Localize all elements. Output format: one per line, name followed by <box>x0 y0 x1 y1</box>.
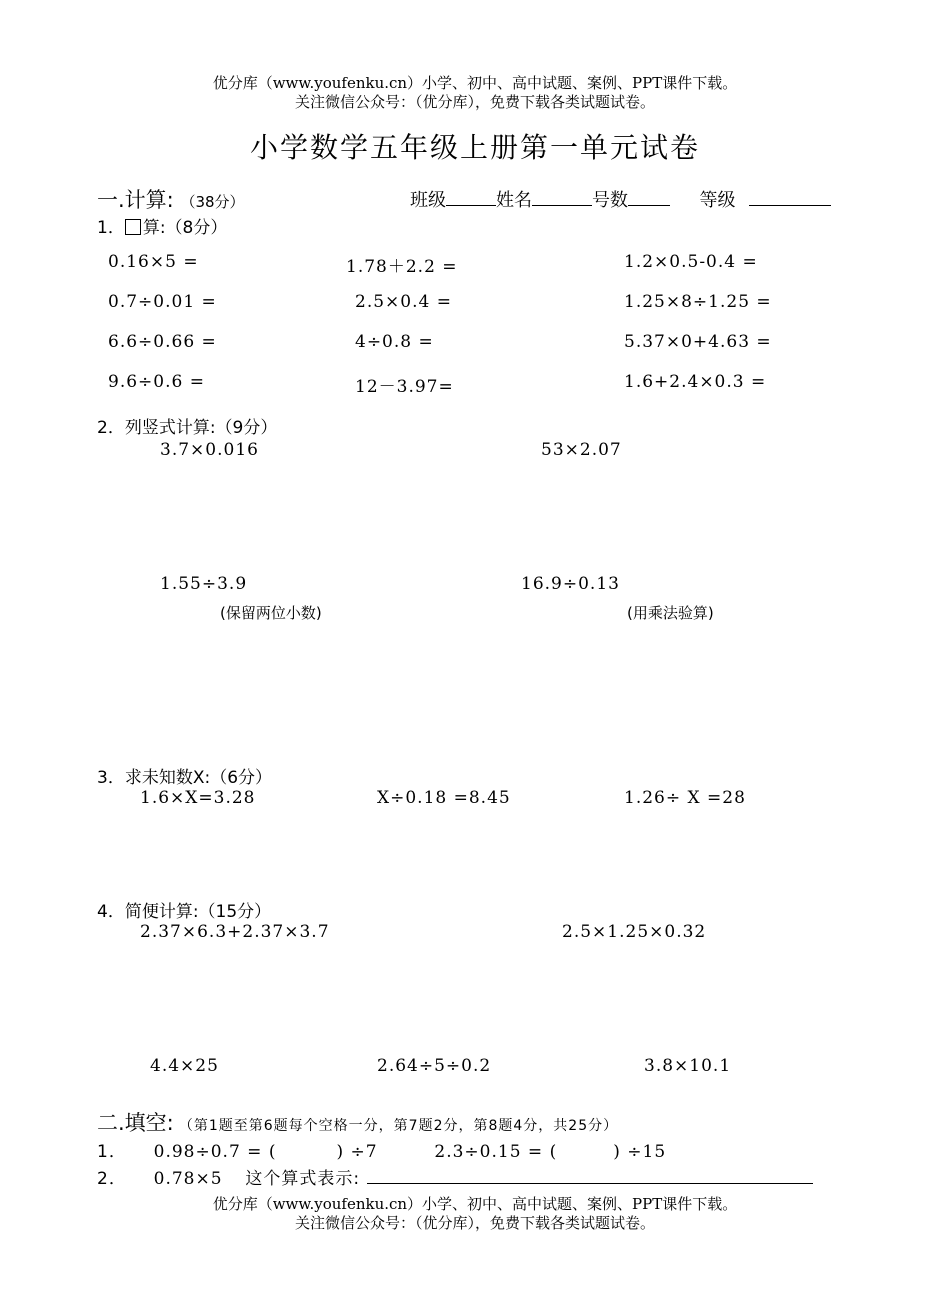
fill-q1-a: 0.98÷0.7 = ( <box>153 1142 277 1162</box>
footer-line-2: 关注微信公众号：（优分库），免费下载各类试题试卷。 <box>294 1214 655 1232</box>
q2-item: 53×2.07 <box>541 440 622 460</box>
fill-q1-b-end: ) ÷15 <box>613 1142 667 1162</box>
q3-item: 1.6×X=3.28 <box>140 788 256 808</box>
q2-item: 1.55÷3.9 <box>160 574 248 594</box>
q3-item: X÷0.18 =8.45 <box>377 788 511 808</box>
q4-item: 2.5×1.25×0.32 <box>562 922 707 942</box>
q2-item: 16.9÷0.13 <box>521 574 620 594</box>
class-blank[interactable] <box>446 189 496 206</box>
q3-heading: 3．求未知数X:（6分） <box>97 768 273 788</box>
fill-q1 <box>97 1137 666 1162</box>
q1-item: 9.6÷0.6 = <box>108 372 205 392</box>
fill-q2-number: 2． <box>97 1169 127 1189</box>
fill-q2 <box>97 1164 813 1189</box>
q4-item: 2.37×6.3+2.37×3.7 <box>140 922 330 942</box>
q1-item: 1.6+2.4×0.3 = <box>624 372 767 392</box>
number-blank[interactable] <box>628 189 670 206</box>
q3-item: 1.26÷ X =28 <box>624 788 746 808</box>
q2-note-round: (保留两位小数) <box>220 604 322 622</box>
q2-heading: 2．列竖式计算:（9分） <box>97 418 278 438</box>
q1-item: 12－3.97= <box>355 377 454 397</box>
page-title: 小学数学五年级上册第一单元试卷 <box>249 131 700 164</box>
class-label: 班级 <box>410 190 446 211</box>
grade-blank[interactable] <box>749 189 831 206</box>
q1-number: 1． <box>97 218 125 238</box>
header-line-2: 关注微信公众号：（优分库），免费下载各类试题试卷。 <box>294 93 655 111</box>
q2-item: 3.7×0.016 <box>160 440 259 460</box>
q4-item: 2.64÷5÷0.2 <box>377 1056 492 1076</box>
q1-item: 1.2×0.5-0.4 = <box>624 252 758 272</box>
section-2-heading <box>97 1107 618 1137</box>
header-line-1: 优分库（www.youfenku.cn）小学、初中、高中试题、案例、PPT课件下载。 <box>212 74 738 92</box>
section-2-note: （第1题至第6题每个空格一分，第7题2分，第8题4分，共25分） <box>178 1118 619 1134</box>
section-1-heading <box>97 184 245 214</box>
fill-q1-b: 2.3÷0.15 = ( <box>434 1142 558 1162</box>
q1-item: 4÷0.8 = <box>355 332 434 352</box>
q4-item: 4.4×25 <box>150 1056 219 1076</box>
name-label: 姓名 <box>496 190 532 211</box>
q1-item: 2.5×0.4 = <box>355 292 452 312</box>
student-info <box>410 186 831 212</box>
q1-item: 0.16×5 = <box>108 252 199 272</box>
footer-line-1: 优分库（www.youfenku.cn）小学、初中、高中试题、案例、PPT课件下载。 <box>212 1195 738 1213</box>
q1-item: 0.7÷0.01 = <box>108 292 217 312</box>
q1-item: 1.25×8÷1.25 = <box>624 292 772 312</box>
fill-q2-blank[interactable] <box>367 1167 813 1184</box>
q1-item: 5.37×0+4.63 = <box>624 332 772 352</box>
q4-heading: 4．简便计算:（15分） <box>97 902 272 922</box>
grade-label: 等级 <box>699 190 736 211</box>
section-1-title: 一.计算: <box>97 188 174 212</box>
q1-title: 算:（8分） <box>142 218 228 238</box>
fill-q2-expr: 0.78×5 <box>153 1169 223 1189</box>
q1-item: 1.78＋2.2 = <box>346 257 458 277</box>
placeholder-box-icon <box>125 219 141 235</box>
fill-q1-a-end: ) ÷7 <box>336 1142 378 1162</box>
fill-q2-text: 这个算式表示: <box>245 1169 361 1189</box>
fill-q1-number: 1． <box>97 1142 127 1162</box>
q1-item: 6.6÷0.66 = <box>108 332 217 352</box>
q2-note-check: (用乘法验算) <box>627 604 714 622</box>
number-label: 号数 <box>592 190 628 211</box>
section-2-title: 二.填空: <box>97 1111 174 1135</box>
q1-heading <box>97 213 227 238</box>
name-blank[interactable] <box>532 189 592 206</box>
section-1-points: （38分） <box>180 193 245 211</box>
q4-item: 3.8×10.1 <box>644 1056 732 1076</box>
